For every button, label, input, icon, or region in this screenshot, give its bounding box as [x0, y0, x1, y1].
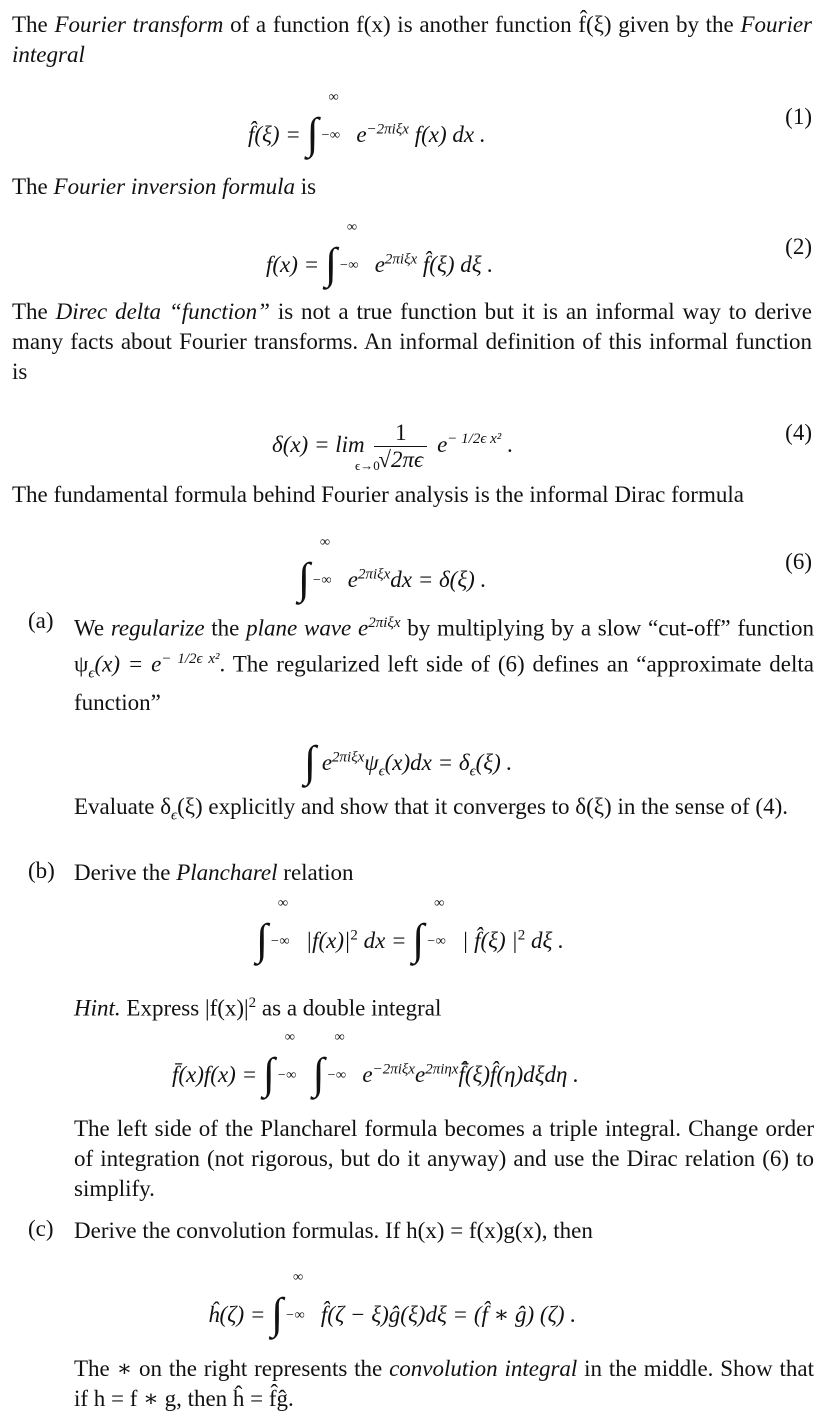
item-a-after: [74, 792, 814, 831]
inversion-paragraph: [12, 172, 812, 202]
item-c-label: (c): [28, 1216, 54, 1241]
equation-2-body: [266, 220, 494, 288]
equation-1-exponent: −2πiξx: [366, 121, 409, 138]
integral-sign: ∫: [312, 1049, 325, 1098]
integral-upper-limit: ∞: [328, 90, 339, 105]
integral-lower-limit: −∞: [312, 573, 332, 588]
integral-upper-limit: ∞: [278, 896, 288, 911]
item-a-t3: e: [351, 615, 369, 641]
integral-lower-limit: −∞: [326, 1068, 347, 1083]
hint-label: Hint.: [74, 995, 121, 1021]
item-a-text: [74, 608, 814, 718]
item-a-t3-exp: 2πiξx: [368, 615, 401, 631]
item-c-text: [74, 1216, 814, 1246]
integral-lower-limit: −∞: [270, 934, 290, 949]
delta-text-2: is not a true function but it is an informal way to derive many facts about Fourier transforms. An informal definition of this informal function is: [12, 299, 813, 384]
integral-lower-limit: −∞: [338, 258, 359, 273]
item-a-formula-end: (ξ) .: [475, 750, 513, 775]
equation-6-tail: dx = δ(ξ) .: [390, 567, 487, 592]
equation-6-body: [298, 535, 487, 603]
item-c-formula: [208, 1270, 577, 1338]
intro-paragraph: [12, 10, 812, 70]
fraction-denominator: √2πϵ: [378, 447, 424, 472]
item-a-emph-plane-wave: plane wave: [246, 615, 352, 641]
integral-sign: ∫: [324, 239, 337, 288]
item-a-t5: (x) = e: [94, 651, 162, 677]
fundamental-paragraph: [12, 480, 812, 510]
item-c-mid: f̂(ζ − ξ)ĝ(ξ)dξ =: [320, 1302, 469, 1327]
item-b-dbl-exp2: 2πiηx: [425, 1061, 459, 1078]
integral-lower-limit: −∞: [285, 1308, 305, 1323]
item-b-dbl-tail: f̄̂(ξ)f̂(η)dξdη .: [458, 1062, 579, 1087]
delta-paragraph: [12, 297, 812, 387]
item-b-dbl-e1: e: [362, 1062, 373, 1087]
equation-2-exponent: 2πiξx: [384, 251, 418, 268]
item-c-emph-convolution: convolution integral: [389, 1356, 578, 1381]
integral-lower-limit: −∞: [276, 1068, 297, 1083]
item-a-formula-psi-sub: ϵ: [378, 763, 385, 780]
fraction: [374, 420, 427, 473]
integral-upper-limit: ∞: [320, 535, 330, 550]
integral-sign: ∫: [306, 109, 319, 158]
item-b-text: [74, 858, 814, 888]
integral-upper-limit: ∞: [346, 220, 357, 235]
intro-emph-fourier-integral: Fourier integral: [12, 12, 812, 67]
item-b-after: [74, 1114, 814, 1204]
item-b-right-tail: dξ .: [525, 928, 564, 953]
integral-upper-limit: ∞: [284, 1030, 295, 1045]
item-a-t2: the: [204, 615, 247, 641]
item-b-hint-sup: 2: [248, 995, 257, 1011]
equation-1-body: [248, 90, 486, 158]
item-c-after-2: in the middle. Show that if h = f ∗ g, then ĥ = f̂ĝ.: [74, 1356, 814, 1411]
fundamental-text: The fundamental formula behind Fourier analysis is the informal Dirac formula: [12, 482, 744, 507]
item-b-formula: [256, 896, 564, 964]
item-c-right: (f̂ ∗ ĝ) (ζ) .: [473, 1302, 577, 1327]
equation-2-exp-base: e: [374, 252, 385, 277]
item-b-hint-text: Express |f(x)|: [120, 995, 249, 1021]
equation-1-lhs: f̂(ξ) =: [248, 122, 301, 147]
item-b-label: (b): [28, 858, 55, 883]
item-a-after-2: (ξ) explicitly and show that it converges to δ(ξ) in the sense of (4).: [177, 794, 788, 819]
equation-1-tail: f(x) dx .: [408, 122, 486, 147]
item-b-dbl-lhs: f̄(x)f(x) =: [172, 1062, 258, 1087]
intro-text-1: The: [12, 12, 55, 37]
integral-lower-limit: −∞: [426, 934, 446, 949]
item-c-after: [74, 1354, 814, 1414]
inversion-emph: Fourier inversion formula: [53, 174, 296, 199]
item-b-t2: relation: [277, 860, 354, 885]
equation-2-tail: f̂(ξ) dξ .: [417, 252, 494, 277]
item-b-dbl-exp1: −2πiξx: [372, 1061, 415, 1078]
equation-4-exponent: − 1/2ϵ x²: [447, 431, 502, 448]
integral-sign: ∫: [271, 1289, 284, 1338]
inversion-text-2: is: [295, 174, 317, 199]
inversion-text-1: The: [12, 174, 54, 199]
equation-6: [0, 535, 836, 603]
equation-2-lhs: f(x) =: [266, 252, 320, 277]
integral-sign: ∫: [304, 737, 317, 786]
item-a-formula-tail: (x)dx = δ: [384, 750, 470, 775]
integral-sign: ∫: [412, 915, 425, 964]
equation-4-tail: .: [507, 431, 513, 457]
item-a-t4: by multiplying by a slow “cut-off” function ψ: [74, 615, 814, 677]
equation-1-number: (1): [785, 104, 812, 129]
equation-6-exponent: 2πiξx: [357, 566, 391, 583]
equation-4: [0, 402, 836, 472]
item-a-formula-exp: 2πiξx: [332, 749, 365, 766]
item-a-after-sub: ϵ: [171, 807, 178, 824]
item-a-formula-base: e: [321, 750, 333, 775]
item-a-t4-sub: ϵ: [88, 664, 95, 681]
item-b-hint: [74, 988, 814, 1024]
delta-emph: Direc delta “function”: [55, 299, 270, 324]
integral-upper-limit: ∞: [434, 896, 445, 911]
integral-upper-limit: ∞: [334, 1030, 345, 1045]
delta-text-1: The: [12, 299, 56, 324]
integral-lower-limit: −∞: [320, 128, 341, 143]
item-c-after-1: The ∗ on the right represents the: [74, 1356, 390, 1381]
item-b-hint-tail: as a double integral: [256, 995, 442, 1021]
integral-sign: ∫: [256, 915, 269, 964]
item-b-right-sup: 2: [517, 927, 526, 944]
limit-subscript: ϵ→0: [355, 458, 380, 473]
item-b-dbl-e2: e: [414, 1062, 426, 1087]
item-b-right: | f̂(ξ) |: [462, 928, 518, 953]
item-b-double-integral: [172, 1030, 579, 1098]
item-a-after-1: Evaluate δ: [74, 794, 172, 819]
equation-4-exp-base: e: [437, 431, 448, 457]
equation-2-number: (2): [785, 234, 812, 259]
intro-text-2: of a function f(x) is another function f̂(ξ) given by the: [223, 12, 741, 37]
integral-sign: ∫: [298, 554, 311, 603]
equation-6-exp-base: e: [347, 567, 358, 592]
intro-emph-fourier-transform: Fourier transform: [54, 12, 224, 37]
item-b-left-tail: dx =: [357, 928, 407, 953]
integral-sign: ∫: [262, 1049, 275, 1098]
item-b-left: |f(x)|: [305, 928, 351, 953]
equation-6-number: (6): [785, 549, 812, 574]
equation-1: [0, 90, 836, 158]
item-a-t5-exp: − 1/2ϵ x²: [161, 650, 220, 667]
item-b-t1: Derive the: [74, 860, 177, 885]
item-a-formula: [304, 730, 513, 786]
equation-2: [0, 220, 836, 288]
item-a-label: (a): [28, 608, 54, 633]
item-b-left-sup: 2: [350, 927, 358, 944]
item-b-after-text: The left side of the Plancharel formula becomes a triple integral. Change order of integration (not rigorous, but do it anyway) and use the Dirac relation (6) to simplify.: [74, 1116, 814, 1201]
equation-4-number: (4): [785, 420, 812, 445]
item-c-t1: Derive the convolution formulas. If h(x) = f(x)g(x), then: [74, 1218, 593, 1243]
equation-1-exp-base: e: [356, 122, 367, 147]
item-b-emph-plancharel: Plancharel: [176, 860, 278, 885]
item-a-t6: . The regularized left side of (6) defines an “approximate delta function”: [74, 651, 814, 715]
item-a-formula-delta-sub: ϵ: [469, 763, 476, 780]
fraction-numerator: 1: [374, 420, 427, 447]
integral-upper-limit: ∞: [293, 1270, 304, 1285]
item-c-lhs: ĥ(ζ) =: [208, 1302, 266, 1327]
equation-4-lhs: δ(x) = lim: [272, 431, 365, 457]
item-a-emph-regularize: regularize: [110, 615, 205, 641]
item-a-t1: We: [74, 615, 111, 641]
item-a-formula-psi: ψ: [364, 750, 379, 775]
equation-4-body: [272, 420, 513, 473]
